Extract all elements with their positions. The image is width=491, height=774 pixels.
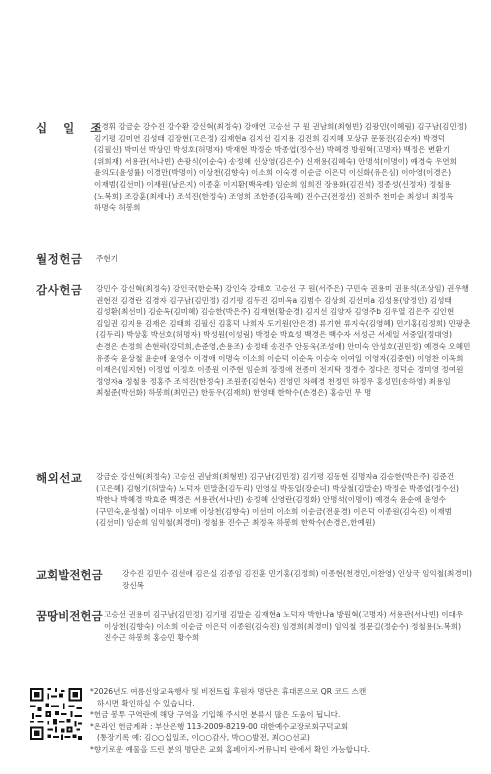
section-names: 강민수 강신혁(최정숙) 강인국(한순복) 강인숙 강태호 고승선 구 원(서주은) 구민숙 권용미 권용석(조상임) 권우행 권현진 김경란 김경자 김구남(김민정) 김기평 김두진 김미옥a 김범수 김상희 김선미a 김성용(양정인) 김성태 김성환(최선미) 김순옥(김미혜) 김승한(박은주) 김재현(황순경) 김지선 김양자 김영주b 김우열 김은주 김인현 김일권 김지용 김재은 김태희 김필신 김홍덕 나희자 도기원(안은경) 류기현 류지숙(김영혜) 민기홍(김정희) 민팡춘(김두리) 박상홍 박선호(허명자) 박성원(이성림) 박정순 박효성 백경은 백수자 서성근 서세일 서중일(정대영) 손경은 손정희 손현락(강덕희,손준영,손용조) 송정태 송진주 안동욱(조성애) 안미숙 안성호(권민정) 예경숙 오혜민 유종숙 윤상철 윤순애 윤영수 이경애 이명숙 이소희 이순덕 이순옥 이승숙 이여일 이영자(김중현) 이영찬 이옥희 이재은(임지현) 이정엽 이정호 이종원 이주현 임순희 장정애 전종미 전지탁 정경수 정다은 정덕순 정미영 정여원 정영자a 정철용 정홍주 조석진(한정숙) 조원종(김현숙) 진영민 차혜경 천정민 하정우 홍성민(송하영) 최용임 최철준(박선화) 하봉희(최민근) 한동우(김재희) 한영태 한학수(손경은) 홍승민 무 명 [96,284,471,398]
section-label: 해외선교 [36,471,83,485]
qr-code-icon[interactable] [28,686,84,742]
section-label: 십 일 조 [36,121,108,135]
notice-envelope: *헌금 봉투 구역란에 해당 구역을 기입해 주시면 분류시 많은 도움이 됩니다. [90,710,341,720]
notice-list [90,686,370,756]
section-church-development [36,568,473,591]
section-names: 고승선 권용미 김구남(김민정) 김기평 김말순 김재현a 노덕자 박한나a 방원혁(고명자) 서용관(서나빈) 이대우 이상천(김향숙) 이소희 이순금 이은덕 이종원(김숙진) 임경희(최경미) 임익철 정문길(정순수) 정철용(노복희) 진수근 하봉희 홍승민 황수희 [104,610,464,643]
notice-account: *온라인 헌금계좌 : 부산은행 113-2009-8219-00 대한예수교장로회구덕교회 [90,721,349,731]
section-label: 꿈땅비전헌금 [36,609,103,623]
section-names: 강경휘 강금순 강수진 강수환 강신혁(최정숙) 강애연 고승선 구 원 권남희(최형빈) 김광민(이혜림) 김구남(김민정) 김기평 김미연 김성태 김장현(고은정) 김재현a 김지선 김지용 김진희 김지혜 모상규 문풍진(김순자) 박경덕(김필신) 박미선 박상민 박성호(허명자) 박재현 박정순 박종엽(정수선) 박혜경 방원혁(고명자) 백정은 변환기(위희재) 서용관(서나빈) 손광식(이순숙) 송정혜 신상영(김은수) 신재용(김혜숙) 안명석(이명이) 예경숙 우연희 윤의도(윤성률) 이경만(박명이) 이상천(김향숙) 이소희 이숙경 이순금 이은덕 이신화(유은심) 이아영(이경은) 이재범(김선미) 이재원(남은지) 이종훈 이지환(백옥례) 임순희 임희진 장용화(김진석) 정종성(신정자) 정철용(노복희) 조강훈(최세나) 조석진(한정숙) 조영희 조한종(김옥혜) 진수근(전정선) 진희주 천미순 최성녀 최정옥 하명숙 허봉희 [94,122,468,213]
section-monthly [36,252,473,266]
section-names: 주현기 [96,254,119,263]
footer-notice [28,686,473,756]
section-names: 강수진 김민수 김선애 김은실 김종임 김진훈 민기홍(김정희) 이종현(천경민,이찬영) 인상국 임익철(최경미) 장신복 [122,569,473,590]
section-label: 월정헌금 [36,252,83,266]
section-label: 감사헌금 [36,283,83,297]
notice-homepage: *향기로운 예물을 드린 분의 명단은 교회 홈페이지-커뮤니티 란에서 확인 가능합니다. [90,744,371,754]
section-thanks [36,283,473,399]
notice-account-example: (통장기록 예: 김○○십일조, 이○○감사, 박○○발전, 최○○선교) [97,733,310,743]
section-tithe [36,121,473,214]
section-label: 교회발전헌금 [36,568,103,582]
notice-qr-line-2: 하시면 확인하실 수 있습니다. [97,698,195,708]
section-names: 강금순 강신혁(최정숙) 고승선 권남희(최형빈) 김구남(김민정) 김기평 김동현 김명자a 김승한(박은주) 김준건(고은혜) 김형기(허말숙) 노덕자 민말춘(김두리) 민영실 박동일(장순녀) 박상철(김말순) 박정순 박종엽(정수선) 박한나 박혜경 박효준 백경은 서용관(서나빈) 송정혜 신영란(김정화) 안명석(이명이) 예경숙 윤순애 윤영수(구민숙,윤성철) 이대우 이보배 이상천(김향숙) 이선미 이소희 이순금(전윤경) 이은덕 이종원(김숙진) 이재범(김선미) 임순희 임익철(최경미) 정철용 진수근 최정옥 하봉희 한학수(손경은,한예원) [96,472,459,528]
section-dream-vision [36,609,473,644]
notice-qr-line: *2026년도 여름신앙교육행사 및 비전트립 후원자 명단은 휴대폰으로 QR 코드 스캔 [90,687,367,696]
section-overseas-mission [36,471,473,529]
